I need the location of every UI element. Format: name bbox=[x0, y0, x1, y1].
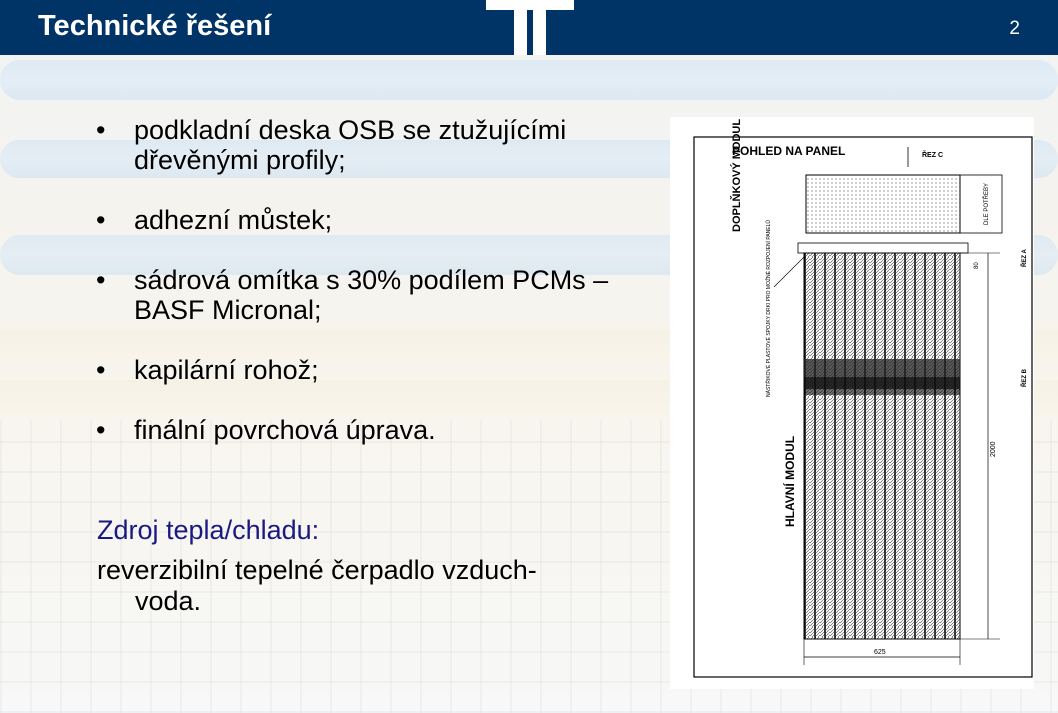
logo-right-stem bbox=[533, 10, 546, 55]
width-dim-label: 625 bbox=[874, 649, 886, 656]
height-dim-label: 2000 bbox=[990, 441, 997, 457]
slide-title: Technické řešení bbox=[38, 10, 272, 42]
main-module-band-dark bbox=[804, 377, 960, 395]
drawing-title: POHLED NA PANEL bbox=[732, 144, 846, 158]
logo-top-bar bbox=[486, 0, 574, 10]
source-body-line1: reverzibilní tepelné čerpadlo vzduch- bbox=[97, 555, 537, 585]
section-a-label: ŘEZ A bbox=[1022, 249, 1028, 267]
top-module-dim-box bbox=[960, 175, 1002, 233]
bullet-list bbox=[96, 115, 656, 475]
panel-drawing-svg bbox=[670, 117, 1034, 689]
source-heading: Zdroj tepla/chladu: bbox=[97, 515, 320, 545]
page-number: 2 bbox=[1009, 18, 1020, 39]
bullet-item: • adhezní můstek; bbox=[96, 205, 656, 235]
university-logo bbox=[486, 0, 574, 55]
logo-left-stem bbox=[514, 10, 527, 55]
main-module-label: HLAVNÍ MODUL bbox=[783, 435, 797, 527]
top-dim-label: DLE POTŘEBY bbox=[984, 182, 990, 225]
bullet-item: • sádrová omítka s 30% podílem PCMs – BASF Micronal; bbox=[96, 265, 656, 325]
source-body bbox=[97, 555, 637, 617]
section-c-label: ŘEZ C bbox=[922, 152, 943, 159]
connector-note: NÁSTŘIKOVÉ PLASTOVÉ SPOJKY DRKI PRO MOŽNÉ ROZPOJENÍ PANELŮ bbox=[766, 220, 772, 397]
header-bar bbox=[0, 0, 1058, 55]
connector-strip bbox=[798, 243, 968, 253]
top-module-rect bbox=[806, 175, 960, 233]
note-leader bbox=[774, 257, 804, 287]
bullet-item: • kapilární rohož; bbox=[96, 355, 656, 385]
panel-drawing bbox=[670, 117, 1034, 689]
bullet-item: • finální povrchová úprava. bbox=[96, 415, 656, 445]
bullet-item: • podkladní deska OSB se ztužujícími dřevěnými profily; bbox=[96, 115, 656, 175]
main-module-rect bbox=[804, 253, 960, 639]
top-module-label: DOPLŇKOVÝ MODUL bbox=[731, 118, 743, 232]
logo-notch bbox=[486, 10, 508, 18]
source-body-line2: voda. bbox=[135, 586, 202, 616]
small-dim-label: 80 bbox=[974, 262, 980, 269]
section-b-label: ŘEZ B bbox=[1022, 369, 1028, 387]
